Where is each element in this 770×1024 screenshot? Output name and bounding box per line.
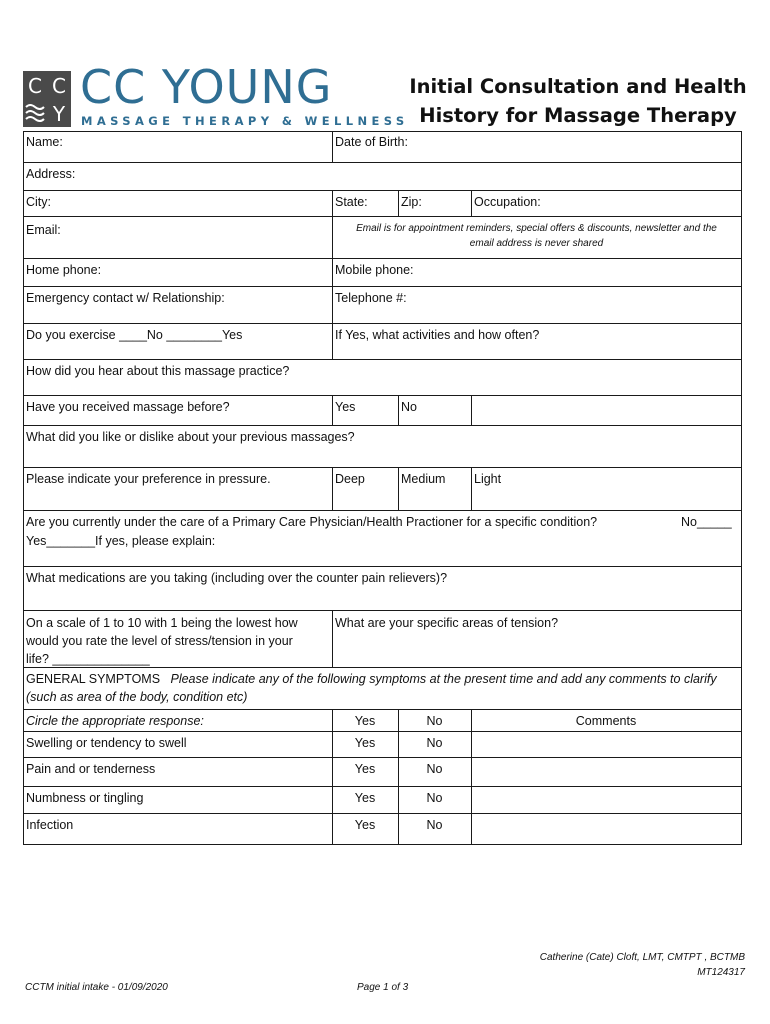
intake-version: CCTM initial intake - 01/09/2020 xyxy=(25,982,168,993)
physician-yes-explain[interactable]: Yes_______If yes, please explain: xyxy=(26,534,216,548)
pressure-light-option[interactable]: Light xyxy=(474,472,502,486)
email-note-1: Email is for appointment reminders, special offers & discounts, newsletter and the xyxy=(356,223,717,234)
pressure-medium-option[interactable]: Medium xyxy=(401,472,446,486)
symptoms-header-comments: Comments xyxy=(575,714,637,728)
symptom-yes-option[interactable]: Yes xyxy=(354,736,376,750)
license-number: MT124317 xyxy=(697,967,745,978)
title-line-1: Initial Consultation and Health xyxy=(409,75,747,98)
activities-field[interactable]: If Yes, what activities and how often? xyxy=(335,328,540,342)
symptom-no-option[interactable]: No xyxy=(426,736,443,750)
page-title xyxy=(398,72,758,130)
symptom-row-label: Numbness or tingling xyxy=(26,791,144,805)
symptom-yes-option[interactable]: Yes xyxy=(354,791,376,805)
page-number: Page 1 of 3 xyxy=(357,982,409,993)
city-field[interactable]: City: xyxy=(26,195,51,209)
symptom-yes-option[interactable]: Yes xyxy=(354,762,376,776)
state-field[interactable]: State: xyxy=(335,195,368,209)
physician-no-option[interactable]: No_____ xyxy=(681,515,732,529)
symptom-comment-field[interactable] xyxy=(472,758,741,786)
stress-rating-field[interactable]: life? ______________ xyxy=(26,652,150,666)
logo-name: CC YOUNG xyxy=(80,60,333,114)
logo-letter-c2: C xyxy=(52,74,66,98)
name-field[interactable]: Name: xyxy=(26,135,63,149)
logo-mark xyxy=(23,71,71,127)
symptom-row-label: Infection xyxy=(26,818,74,832)
address-field[interactable]: Address: xyxy=(26,167,76,181)
email-note-2: email address is never shared xyxy=(469,238,604,249)
stress-line-1: On a scale of 1 to 10 with 1 being the lowest how xyxy=(26,616,298,630)
received-yes-option[interactable]: Yes xyxy=(335,400,356,414)
general-symptoms-text-1: Please indicate any of the following symptoms at the present time and add any comments to clarify xyxy=(170,672,717,686)
zip-field[interactable]: Zip: xyxy=(401,195,422,209)
symptoms-header-label: Circle the appropriate response: xyxy=(26,714,204,728)
received-massage-label: Have you received massage before? xyxy=(26,400,230,414)
general-symptoms-line-1 xyxy=(26,671,717,687)
wave-icon xyxy=(23,99,47,131)
physician-question: Are you currently under the care of a Primary Care Physician/Health Practioner for a specific condition? xyxy=(26,515,598,529)
symptom-row-label: Swelling or tendency to swell xyxy=(26,736,187,750)
tension-areas-field[interactable]: What are your specific areas of tension? xyxy=(335,616,559,630)
exercise-field[interactable]: Do you exercise ____No ________Yes xyxy=(26,328,243,342)
symptom-no-option[interactable]: No xyxy=(426,762,443,776)
medications-field[interactable]: What medications are you taking (including over the counter pain relievers)? xyxy=(26,571,448,585)
like-dislike-field[interactable]: What did you like or dislike about your previous massages? xyxy=(26,430,355,444)
hear-about-field[interactable]: How did you hear about this massage practice? xyxy=(26,364,290,378)
occupation-field[interactable]: Occupation: xyxy=(474,195,541,209)
general-symptoms-text-2: (such as area of the body, condition etc) xyxy=(26,690,248,704)
telephone-field[interactable]: Telephone #: xyxy=(335,291,407,305)
symptom-row-label: Pain and or tenderness xyxy=(26,762,156,776)
symptom-no-option[interactable]: No xyxy=(426,791,443,805)
logo-subtitle: MASSAGE THERAPY & WELLNESS xyxy=(81,114,409,128)
stress-line-2: would you rate the level of stress/tension in your xyxy=(26,634,293,648)
pressure-label: Please indicate your preference in pressure. xyxy=(26,472,271,486)
symptom-comment-field[interactable] xyxy=(472,787,741,813)
symptom-yes-option[interactable]: Yes xyxy=(354,818,376,832)
dob-field[interactable]: Date of Birth: xyxy=(335,135,408,149)
home-phone-field[interactable]: Home phone: xyxy=(26,263,102,277)
symptom-comment-field[interactable] xyxy=(472,732,741,757)
general-symptoms-label: GENERAL SYMPTOMS xyxy=(26,672,161,686)
logo-letter-y: Y xyxy=(52,102,66,126)
received-no-option[interactable]: No xyxy=(401,400,417,414)
emergency-contact-field[interactable]: Emergency contact w/ Relationship: xyxy=(26,291,225,305)
symptom-no-option[interactable]: No xyxy=(426,818,443,832)
email-field[interactable]: Email: xyxy=(26,223,61,237)
symptoms-header-yes: Yes xyxy=(354,714,376,728)
title-line-2: History for Massage Therapy xyxy=(419,104,737,127)
symptoms-header-no: No xyxy=(426,714,443,728)
logo-letter-c1: C xyxy=(28,74,42,98)
symptom-comment-field[interactable] xyxy=(472,814,741,844)
mobile-phone-field[interactable]: Mobile phone: xyxy=(335,263,414,277)
therapist-credentials: Catherine (Cate) Cloft, LMT, CMTPT , BCTMB xyxy=(539,952,745,963)
pressure-deep-option[interactable]: Deep xyxy=(335,472,365,486)
